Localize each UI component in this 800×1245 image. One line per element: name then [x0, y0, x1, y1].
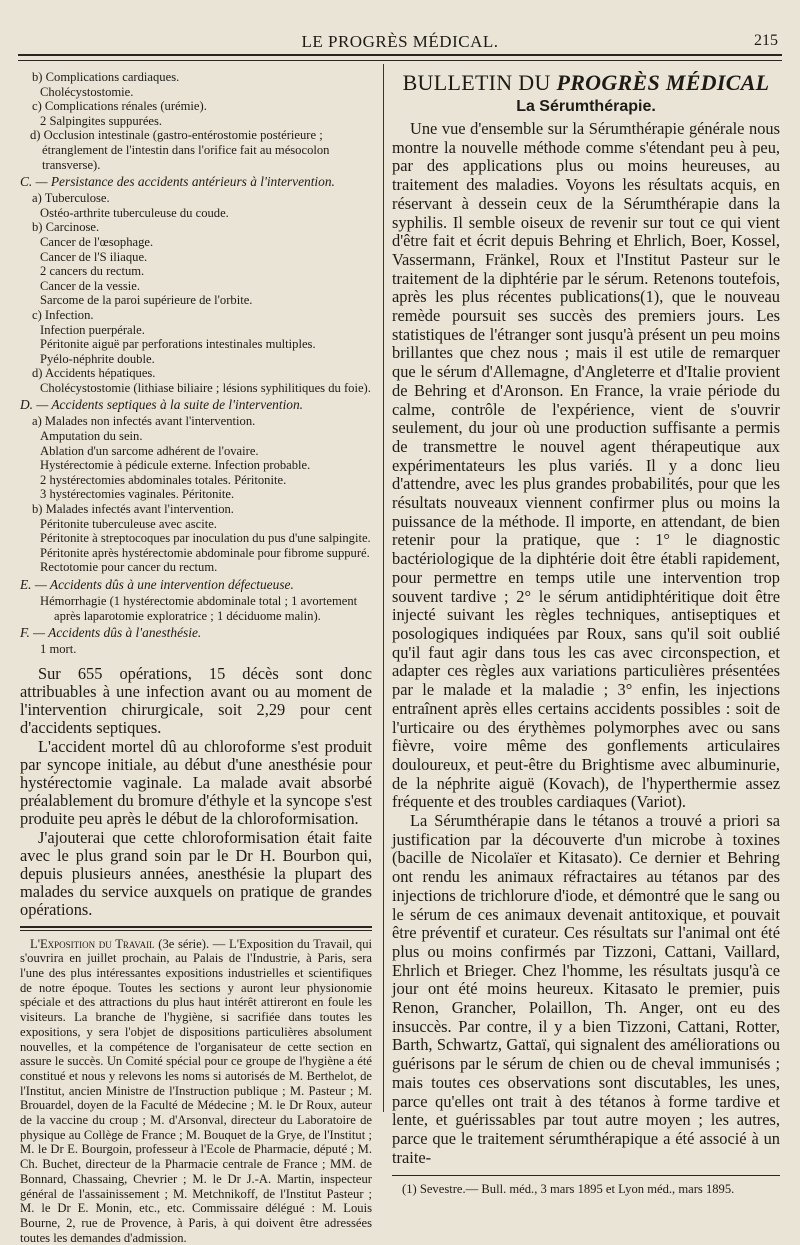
list-line: Péritonite après hystérectomie abdominale pour fibrome suppuré.	[40, 545, 370, 560]
list-line: Ostéo-arthrite tuberculeuse du coude.	[40, 205, 229, 220]
section-rule	[20, 926, 372, 928]
journal-title: LE PROGRÈS MÉDICAL.	[301, 32, 499, 51]
list-line: Cancer de la vessie.	[40, 278, 141, 293]
column-divider	[383, 64, 384, 1112]
bulletin-title-a: BULLETIN DU	[402, 70, 557, 95]
section-heading-e: E. — Accidents dûs à une intervention défectueuse.	[20, 577, 294, 592]
list-line: Cholécystostomie (lithiase biliaire ; lésions syphilitiques du foie).	[40, 380, 371, 395]
list-line: b) Complications cardiaques.	[32, 70, 180, 84]
header-rule-thin	[18, 60, 782, 61]
section-heading-d: D. — Accidents septiques à la suite de l'intervention.	[20, 397, 304, 413]
bulletin-title	[392, 70, 780, 96]
section-e-list	[20, 594, 372, 623]
list-line: d) Occlusion intestinale (gastro-entérostomie postérieure ; étranglement de l'intestin dans l'orifice fait au mésocolon transverse).	[30, 128, 330, 172]
bulletin-title-b: PROGRÈS MÉDICAL	[556, 70, 770, 95]
exposition-text: (3e série). — L'Exposition du Travail, qui s'ouvrira en juillet prochain, au Palais de l'Industrie, à Paris, sera l'une des plus intéressantes expositions industrielles et scientifiques de notre époque. Toutes les sections y auront leur physionomie spéciale et des attractions du plus haut intérêt attireront en foule les visiteurs. La branche de l'hygiène, si sacrifiée dans toutes les expositions, y sera l'objet de dispositions particulières absolument nouvelles, et la compétence de l'organisateur de cette section en assure le succès. Un Comité spécial pour ce groupe de l'hygiène a été constitué et nous y relevons les noms si autorisés de M. Berthelot, de l'Institut, ancien Ministre de l'Instruction publique ; M. Pasteur ; M. Brouardel, doyen de la Faculté de Médecine ; M. le Dr Roux, auteur de la vaccine du croup ; M. d'Arsonval, directeur du Laboratoire de physique au Collège de France ; M. Bouquet de la Grye, de l'Institut ; M. le Dr E. Bourgoin, professeur à l'Ecole de Pharmacie, député ; M. Ch. Buchet, directeur de la Pharmacie centrale de France ; MM. de Bonnard, Chassaing, Chevrier ; M. le Dr J.-A. Martin, inspecteur général de l'assainissement ; M. Metchnikoff, de l'Institut Pasteur ; M. le Dr E. Monin, etc., etc. Commissaire délégué : M. Louis Bourne, 2, rue de Provence, à Paris, à qui doivent être adressées toutes les demandes d'admission.	[20, 936, 373, 1245]
list-line: Cancer de l'œsophage.	[40, 234, 154, 249]
paragraph: L'accident mortel dû au chloroforme s'est produit par syncope initiale, au début d'une anesthésie pour hystérectomie vaginale. La malade avait absorbé préalablement du bromure d'éthyle et la syncope s'est produite peu après le début de la chloroformisation.	[20, 736, 372, 829]
paragraph: Une vue d'ensemble sur la Sérumthérapie générale nous montre la nouvelle méthode comme s'étendant peu à peu, par des applications plus ou moins heureuses, au traitement des maladies. Voyons les résultats acquis, en réservant à dessein ceux de la Sérumthérapie dans la syphilis. Il semble oiseux de revenir sur tout ce qui vient d'être fait et écrit depuis Behring et Ehrlich, Boer, Kossel, Vassermann, Fränkel, Roux et l'Institut Pasteur sur le traitement de la diphtérie par le sérum. Retenons toutefois, après les plus récentes publications(1), que le nouveau remède poursuit ses succès des premiers jours. Les statistiques de l'étranger sont jusqu'à présent un peu moins brillantes que chez nous ; mais il est utile de remarquer que le sérum d'Allemagne, d'Angleterre et d'Italie provient de Behring et d'Aronson. En France, la vraie période du calme, contrôle de l'expérience, vient de s'ouvrir seulement, du jour où une production suffisante a permis de transmettre le nouvel agent thérapeutique aux expérimentateurs les plus variés. Il y a donc lieu d'attendre, avec les plus grandes probabilités, pour que les résultats nouveaux viennent confirmer plus ou moins la puissance de la méthode. Il importe, en attendant, de bien retenir pour la pratique, que : 1° le diagnostic bactériologique de la diphtérie doit être établi rapidement, pour permettre en temps utile une intervention trop souvent tardive ; 2° le sérum antidiphtéritique doit être injecté suivant les règles techniques, antiseptiques et posologiques indiquées par Roux, sans qu'il soit oublié qu'il faut agir dans tous les cas avec circonspection, et adapter ces règles aux variations particulières présentées par le malade et la maladie ; 3° enfin, les injections entraînent après elles certains accidents possibles : soit de l'urticaire ou des érythèmes polymorphes avec ou sans fièvre, voire même des gonflements articulaires douloureux, et peut-être du Brightisme avec albuminurie, de la néphrite aiguë (Kovach), de l'hyperthermie assez fréquente et des troubles cardiaques (Variot).	[392, 119, 780, 812]
footnote-rule	[392, 1175, 780, 1176]
list-line: Hystérectomie à pédicule externe. Infection probable.	[40, 458, 311, 473]
page-number: 215	[754, 32, 778, 49]
exposition-notice	[20, 937, 372, 1245]
paragraph: La Sérumthérapie dans le tétanos a trouvé a priori sa justification par la découverte d'un microbe à toxines (bacille de Nicolaïer et Kitasato). Ce dernier et Behring ont rendu les animaux réfractaires au tétanos par des injections de trichlorure d'iode, et démontré que le sang ou le sérum de ces animaux devenait antitoxique, et pouvait être préventif et curateur. Ces résultats sur l'animal ont été plus ou moins confirmés par Tizzoni, Cattani, Vaillard, Ehrlich et Brieger. Chez l'homme, les résultats jusqu'à ce jour ont été moins heureux. Kitasato le premier, puis Renon, Grancher, Polaillon, Th. Anger, ont eu des insuccès. Par contre, il y a bien Tizzoni, Cattani, Rotter, Barth, Schwartz, Gattaï, qui signalent des améliorations ou guérisons par le sérum de chien ou de cheval immunisés ; mais toutes ces observations sont discutables, les unes, parce qu'elles ont trait à des tétanos à forme tardive et lente, et guérissables par tout autre moyen ; les autres, parce que le traitement sérumthérapique a été associé à un traite-	[392, 811, 780, 1167]
list-line: 2 hystérectomies abdominales totales. Péritonite.	[40, 472, 287, 487]
running-header	[18, 32, 782, 54]
list-line: Sarcome de la paroi supérieure de l'orbite.	[40, 293, 253, 308]
paragraph: J'ajouterai que cette chloroformisation était faite avec le plus grand soin par le Dr H. Bourbon qui, depuis plusieurs années, anesthésie la plupart des malades du service auxquels on pratique de grandes opérations.	[20, 827, 372, 920]
right-column	[392, 70, 780, 1197]
list-line: Rectotomie pour cancer du rectum.	[40, 560, 218, 575]
list-line: Cholécystostomie.	[40, 84, 134, 99]
list-line: c) Infection.	[32, 307, 94, 322]
list-line: Pyélo-néphrite double.	[40, 351, 155, 366]
list-line: 1 mort.	[40, 642, 77, 657]
section-c-list	[20, 191, 372, 395]
list-line: c) Complications rénales (urémie).	[32, 99, 207, 114]
list-line: Cancer de l'S iliaque.	[40, 249, 148, 264]
list-line: 3 hystérectomies vaginales. Péritonite.	[40, 487, 235, 502]
list-line: Infection puerpérale.	[40, 322, 145, 337]
list-line: b) Carcinose.	[32, 220, 100, 235]
list-line: d) Accidents hépatiques.	[32, 366, 156, 381]
section-rule-thin	[20, 930, 372, 931]
paragraph: Sur 655 opérations, 15 décès sont donc attribuables à une infection avant ou au moment de l'intervention chirurgicale, soit 2,29 pour cent d'accidents septiques.	[20, 663, 372, 738]
list-line: Ablation d'un sarcome adhérent de l'ovaire.	[40, 443, 259, 458]
list-line: Hémorrhagie (1 hystérectomie abdominale total ; 1 avortement après laparotomie exploratrice ; 1 déciduome malin).	[40, 594, 358, 623]
list-line: b) Malades infectés avant l'intervention.	[32, 502, 234, 517]
list-line: Péritonite à streptocoques par inoculation du pus d'une salpingite.	[40, 531, 371, 546]
header-rule	[18, 54, 782, 56]
list-line: Péritonite aiguë par perforations intestinales multiples.	[40, 337, 316, 352]
section-heading-c: C. — Persistance des accidents antérieurs à l'intervention.	[20, 174, 335, 190]
article-heading: La Sérumthérapie.	[516, 98, 656, 115]
list-line: a) Malades non infectés avant l'intervention.	[32, 414, 256, 429]
footnote: (1) Sevestre.— Bull. méd., 3 mars 1895 et Lyon méd., mars 1895.	[402, 1182, 735, 1197]
section-heading-f: F. — Accidents dûs à l'anesthésie.	[20, 625, 202, 641]
list-line: Péritonite tuberculeuse avec ascite.	[40, 516, 217, 531]
left-column	[20, 70, 372, 1245]
section-d-list	[20, 414, 372, 575]
exposition-title: L'Exposition du Travail	[30, 936, 155, 951]
section-f-list	[20, 642, 372, 657]
list-line: Amputation du sein.	[40, 429, 143, 444]
list-line: a) Tuberculose.	[32, 191, 110, 206]
list-line: 2 Salpingites suppurées.	[40, 113, 163, 128]
list-line: 2 cancers du rectum.	[40, 264, 145, 279]
